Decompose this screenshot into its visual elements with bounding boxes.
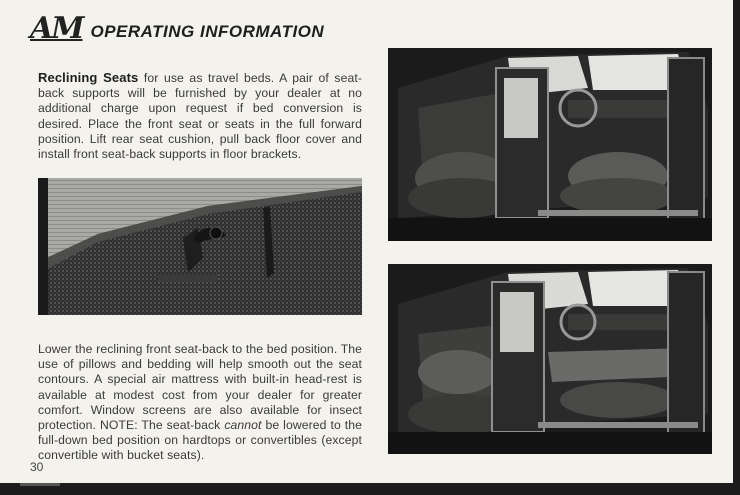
car-interior-bed-position-photo	[388, 264, 712, 454]
bed-position-body-start: Lower the reclining front seat-back to the bed position. The use of pillows and bedding will help smooth out the seat contours. A special air mattress with built-in head-rest is available at modest cost from your dealer for greater comfort. Window screens are also available for insect protection. NOTE: The seat-back	[38, 342, 362, 433]
page-title: OPERATING INFORMATION	[90, 22, 325, 41]
bed-position-paragraph	[38, 342, 362, 464]
seat-bracket-photo	[38, 178, 362, 315]
page-header	[30, 11, 325, 46]
reclining-seats-body: for use as travel beds. A pair of seat-back supports will be furnished by your dealer at no additional charge upon request if bed conversion is desired. Place the front seat or seats in the full forward position. Lift rear seat cushion, pull back floor cover and install front seat-back supports in floor brackets.	[38, 71, 362, 162]
page-edge-mark	[20, 483, 60, 486]
cannot-emphasis: cannot	[224, 418, 262, 433]
page-number: 30	[30, 460, 44, 474]
bed-position-body-end: be lowered to the full-down bed position on hardtops or convertibles (except convertible with bucket seats).	[38, 418, 362, 463]
reclining-seats-heading: Reclining Seats	[38, 70, 139, 85]
reclining-seats-paragraph	[38, 70, 362, 162]
am-logo: AM	[30, 11, 83, 46]
car-interior-seats-upright-photo	[388, 48, 712, 241]
